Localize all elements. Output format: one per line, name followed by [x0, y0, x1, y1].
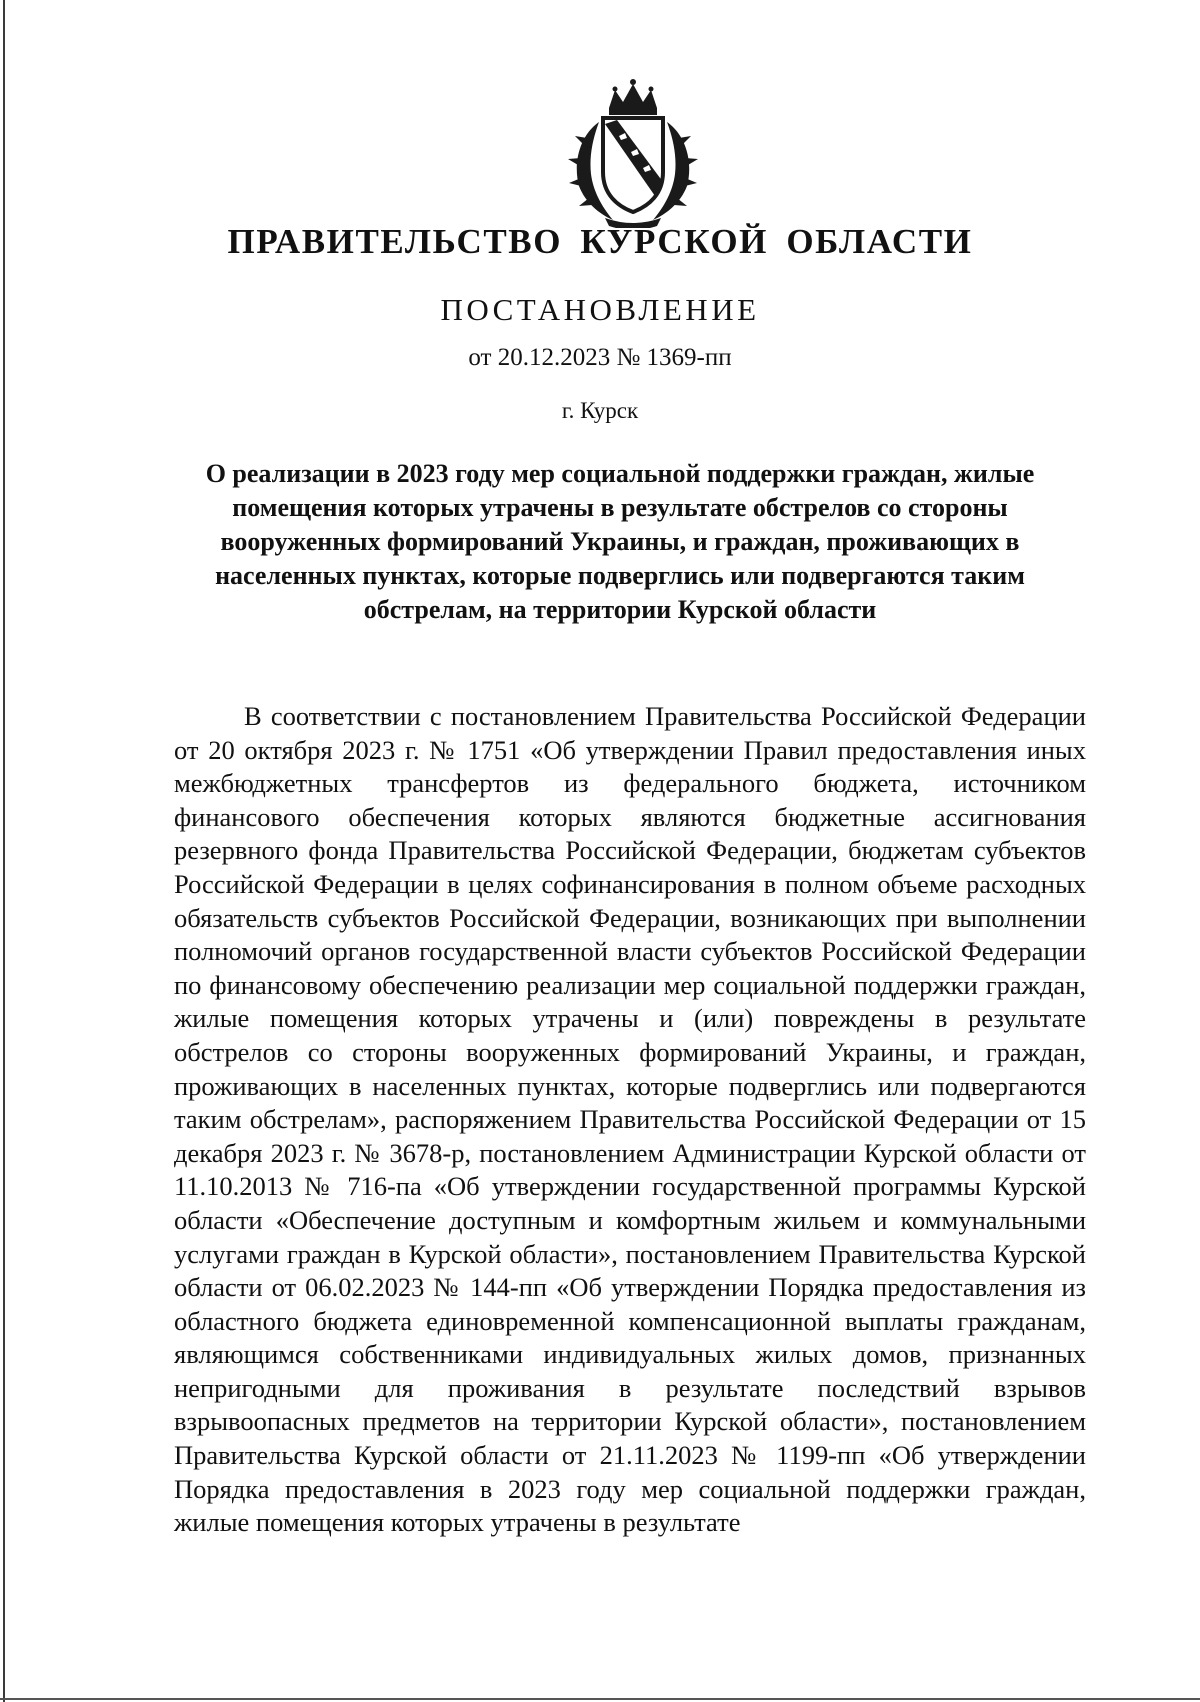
subject-line: помещения которых утрачены в результате обстрелов со стороны [232, 493, 1008, 522]
scan-bottom-edge [0, 1698, 1200, 1700]
body-paragraph: В соответствии с постановлением Правительства Российской Федерации от 20 октября 2023 г. № 1751 «Об утверждении Правил предоставления иных межбюджетных трансфертов из федерального бюджета, источником финансового обеспечения которых являются бюджетные ассигнования резервного фонда Правительства Российской Федерации, бюджетам субъектов Российской Федерации в целях софинансирования в полном объеме расходных обязательств субъектов Российской Федерации, возникающих при выполнении полномочий органов государственной власти субъектов Российской Федерации по финансовому обеспечению реализации мер социальной поддержки граждан, жилые помещения которых утрачены и (или) повреждены в результате обстрелов со стороны вооруженных формирований Украины, и граждан, проживающих в населенных пунктах, которые подверглись или подвергаются таким обстрелам», распоряжением Правительства Российской Федерации от 15 декабря 2023 г. № 3678-р, постановлением Администрации Курской области от 11.10.2013 № 716-па «Об утверждении государственной программы Курской области «Обеспечение доступным и комфортным жильем и коммунальными услугами граждан в Курской области», постановлением Правительства Курской области от 06.02.2023 № 144-пп «Об утверждении Порядка предоставления из областного бюджета единовременной компенсационной выплаты гражданам, являющимся собственниками индивидуальных жилых домов, признанных непригодными для проживания в результате последствий взрывов взрывоопасных предметов на территории Курской области», постановлением Правительства Курской области от 21.11.2023 № 1199-пп «Об утверждении Порядка предоставления в 2023 году мер социальной поддержки граждан, жилые помещения которых утрачены в результате [174, 701, 1086, 1538]
organization-title: ПРАВИТЕЛЬСТВО КУРСКОЙ ОБЛАСТИ [227, 222, 973, 261]
subject-line: О реализации в 2023 году мер социальной поддержки граждан, жилые [205, 459, 1035, 488]
document-type-heading: ПОСТАНОВЛЕНИЕ [440, 292, 760, 327]
document-city: г. Курск [561, 398, 639, 423]
document-subject [160, 457, 1080, 627]
kursk-coat-of-arms-icon [565, 78, 701, 228]
subject-line: вооруженных формирований Украины, и граждан, проживающих в [220, 527, 1020, 556]
subject-line: обстрелам, на территории Курской области [363, 595, 877, 624]
document-date-number: от 20.12.2023 № 1369-пп [468, 344, 732, 371]
subject-line: населенных пунктах, которые подверглись или подвергаются таким [215, 561, 1025, 590]
